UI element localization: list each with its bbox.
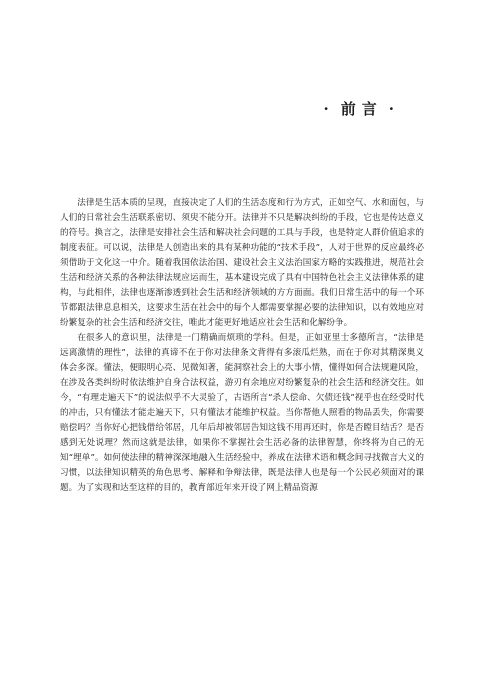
preface-body [60,196,424,496]
title-left-dot: · [323,100,331,118]
title-char-1: 前 [340,100,358,118]
title-right-dot: · [388,100,396,118]
title-char-2: 言 [361,100,379,118]
paragraph-1: 法律是生活本质的呈现，直接决定了人们的生活态度和行为方式，正如空气、水和面包，与人们的日常社会生活联系密切、须臾不能分开。法律并不只是解决纠纷的手段，它也是传达意义的符号。换言之，法律是安排社会生活和解决社会问题的工具与手段，也是特定人群价值追求的制度表征。可以说，法律是人创造出来的具有某种功能的“技术手段”，人对于世界的反应最终必须借助于文化这一中介。随着我国依法治国、建设社会主义法治国家方略的实践推进，规范社会生活和经济关系的各种法律法规应运而生，基本建设完成了具有中国特色社会主义法律体系的建构，与此相伴，法律也逐渐渗透到社会生活和经济领域的方方面面。我们日常生活中的每一个环节都跟法律息息相关，这要求生活在社会中的每个人都需要掌握必要的法律知识，以有效地应对纷繁复杂的社会生活和经济交往，唯此才能更好地适应社会生活和化解纷争。 [60,198,424,328]
preface-title [316,98,405,119]
paragraph-2: 在很多人的意识里，法律是一门精确而烦琐的学科。但是，正如亚里士多德所言，“法律是远离激情的理性”，法律的真谛不在于你对法律条文背得有多滚瓜烂熟，而在于你对其精深奥义体会多深。懂法，便眼明心亮、见微知著，能洞察社会上的大事小情，懂得如何合法规避风险，在涉及各类纠纷时依法维护自身合法权益，游刃有余地应对纷繁复杂的社会生活和经济交往。如今，“有理走遍天下”的说法似乎不大灵验了，古语所言“杀人偿命、欠债还钱”视乎也在经受时代的冲击，只有懂法才能走遍天下，只有懂法才能维护权益。当你帮他人照看的物品丢失，你需要赔偿吗？当你好心把钱借给邻居，几年后却被邻居告知这钱不用再还时，你是否瞠目结舌？是否感到无处说理？然而这就是法律，如果你不掌握社会生活必备的法律智慧，你终将为自己的无知“埋单”。如何使法律的精神深深地融入生活经验中，养成在法律术语和概念间寻找微言大义的习惯，以法律知识精英的角色思考、解释和争辩法律，既是法律人也是每一个公民必须面对的课题。为了实现和达至这样的目的，教育部近年来开设了网上精品资源 [60,333,424,493]
